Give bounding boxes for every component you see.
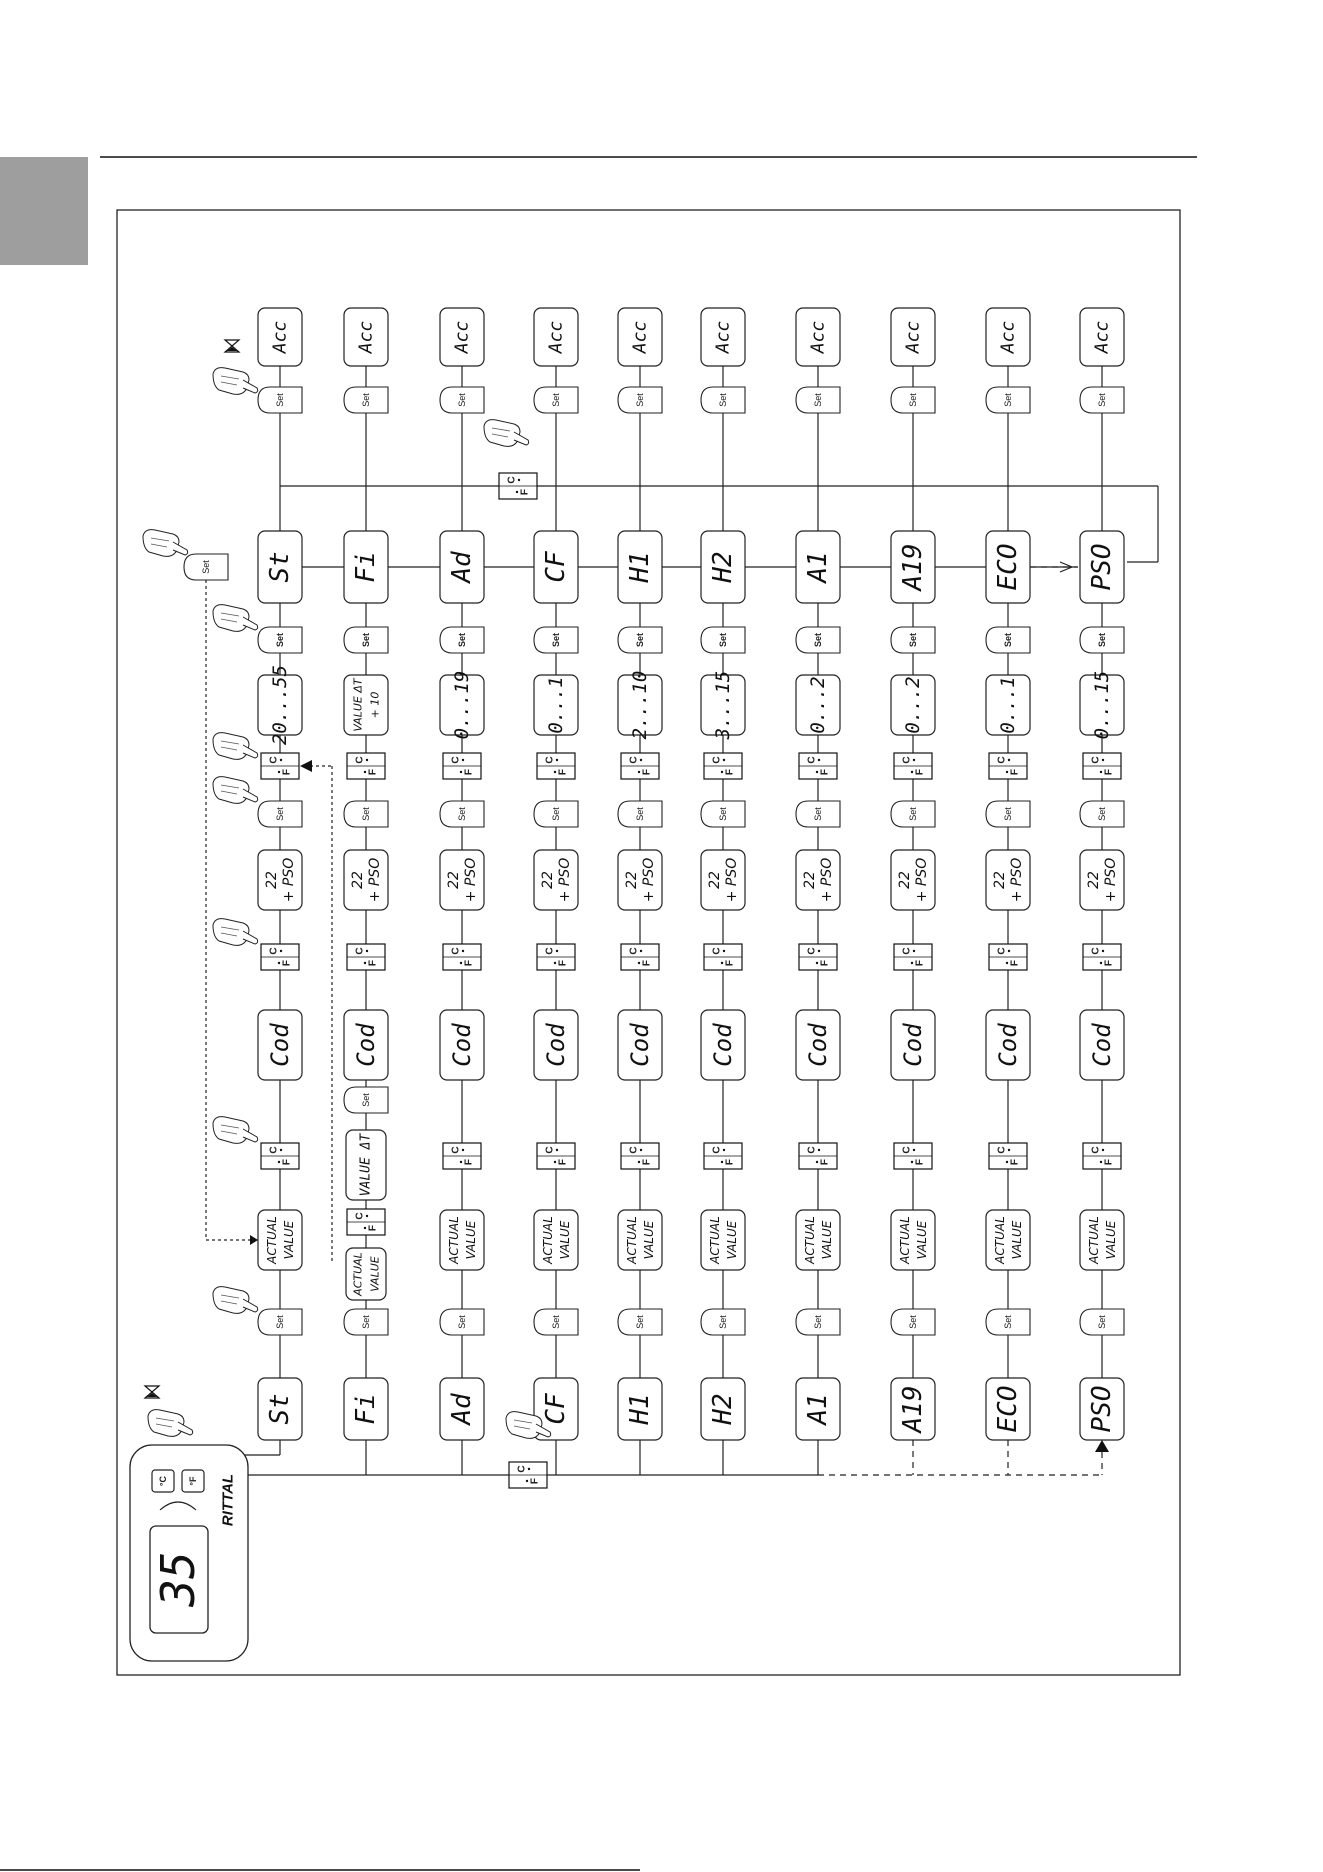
col-a1-set-enter-label: Set xyxy=(813,632,823,648)
col-h2-cf-key-1-dot xyxy=(721,771,723,773)
col-cf-cf-key-1-dot xyxy=(556,759,558,761)
col-st-cf-key-2-dot xyxy=(280,950,282,952)
device-key-c-label: °C xyxy=(158,1475,168,1487)
col-fi-cod-display-text: Cod xyxy=(352,1023,380,1067)
hand-icon-cf-top xyxy=(484,420,529,447)
col-a1-cod-display-text: Cod xyxy=(804,1023,832,1067)
col-a1-cf-key-1-dot xyxy=(818,759,820,761)
col-a1-cf-key-2-f-letter: F xyxy=(819,959,831,967)
col-fi-range-display-text-1: VALUE ΔT xyxy=(351,678,365,732)
col-h2-acc-display-text: Acc xyxy=(712,320,734,354)
top-cf-key-dot xyxy=(516,491,518,493)
col-fi-cf-key-1-dot xyxy=(364,771,366,773)
col-h1-code-display-text: H1 xyxy=(625,551,655,583)
col-h1-password-display-text-1: 22 xyxy=(624,871,640,889)
col-st-set-entry-label: Set xyxy=(275,1315,285,1329)
top-cf-key-dot xyxy=(518,479,520,481)
col-st-acc-display-text: Acc xyxy=(269,320,291,354)
col-ad-set-entry-label: Set xyxy=(457,1315,467,1329)
col-eco-cf-key-2-dot xyxy=(1006,962,1008,964)
arrow-to-cf xyxy=(300,760,312,772)
col-h2-password-display-text-2: + PSO xyxy=(724,857,740,903)
device-display-value: 35 xyxy=(151,1551,205,1607)
col-st-cf-key-2-f-letter: F xyxy=(281,959,293,967)
col-pso-set-confirm-label: Set xyxy=(1097,807,1107,821)
col-h1-set-confirm-label: Set xyxy=(635,807,645,821)
col-a19-password-display-text-2: + PSO xyxy=(914,857,930,903)
col-a1-cf-key-3-dot xyxy=(816,1161,818,1163)
col-a19-cod-display-text: Cod xyxy=(899,1023,927,1067)
section-tab xyxy=(0,157,88,265)
col-ad-cf-key-3-dot xyxy=(462,1149,464,1151)
col-h1-set-entry-label: Set xyxy=(635,1315,645,1329)
col-ad-actual-display-text-2: VALUE xyxy=(464,1220,478,1260)
col-h2-set-confirm-label: Set xyxy=(718,807,728,821)
col-ad-password-display-text-2: + PSO xyxy=(463,857,479,903)
bottom-cf-key-c-letter: C xyxy=(516,1465,528,1473)
col-h2-set-enter-label: Set xyxy=(718,632,728,648)
col-a19-cf-key-2-dot xyxy=(911,962,913,964)
col-eco-set-accept-label: Set xyxy=(1003,393,1013,407)
hand-icon-actual xyxy=(213,1287,258,1314)
col-a1-cf-key-3-f-letter: F xyxy=(819,1158,831,1166)
col-eco-cod-display-text: Cod xyxy=(994,1023,1022,1067)
col-fi-cf-key-3-dot xyxy=(364,1227,366,1229)
col-st-set-enter-label: Set xyxy=(275,632,285,648)
col-h1-cf-key-1-dot xyxy=(640,759,642,761)
col-cf-set-enter-label: Set xyxy=(551,632,561,648)
col-a1-code-display-text: A1 xyxy=(803,551,833,583)
col-fi-range-display-text-2: + 10 xyxy=(368,691,382,719)
col-h1-cf-key-2-dot xyxy=(638,962,640,964)
col-eco-set-confirm-label: Set xyxy=(1003,807,1013,821)
col-ad-entry-display-text: Ad xyxy=(447,1393,477,1425)
col-pso-actual-display-text-1: ACTUAL xyxy=(1087,1216,1101,1264)
col-h2-actual-display-text-2: VALUE xyxy=(725,1220,739,1260)
col-eco-cf-key-3-c-letter: C xyxy=(996,1146,1008,1154)
col-a1-cf-key-2-c-letter: C xyxy=(806,947,818,955)
col-pso-range-display-text: 0...15 xyxy=(1091,670,1113,740)
col-pso-password-display-text-1: 22 xyxy=(1086,871,1102,889)
col-fi-cf-key-1-f-letter: F xyxy=(367,768,379,776)
col-pso-cod-display-text: Cod xyxy=(1088,1023,1116,1067)
col-eco-actual-display-text-2: VALUE xyxy=(1010,1220,1024,1260)
col-h2-cf-key-2-c-letter: C xyxy=(711,947,723,955)
col-cf-cf-key-3-c-letter: C xyxy=(544,1146,556,1154)
col-fi-set-enter-label: Set xyxy=(361,632,371,648)
col-fi-cf-key-3-c-letter: C xyxy=(354,1212,366,1220)
col-st-cf-key-3-f-letter: F xyxy=(281,1158,293,1166)
col-a19-acc-display-text: Acc xyxy=(902,320,924,354)
col-a1-set-accept-label: Set xyxy=(813,393,823,407)
col-h1-cf-key-2-f-letter: F xyxy=(641,959,653,967)
col-pso-entry-display-text: PSO xyxy=(1087,1385,1117,1433)
col-h2-actual-display-text-1: ACTUAL xyxy=(708,1216,722,1264)
col-h1-cf-key-3-c-letter: C xyxy=(628,1146,640,1154)
col-h1-set-accept-label: Set xyxy=(635,393,645,407)
col-pso-cf-key-1-dot xyxy=(1102,759,1104,761)
col-a19-cf-key-1-dot xyxy=(913,759,915,761)
col-a19-cf-key-2-c-letter: C xyxy=(901,947,913,955)
col-a1-set-confirm-label: Set xyxy=(813,807,823,821)
hourglass-icon-device xyxy=(145,1386,159,1398)
col-a19-cf-key-1-f-letter: F xyxy=(914,768,926,776)
col-ad-cf-key-1-dot xyxy=(462,759,464,761)
col-a1-acc-display-text: Acc xyxy=(807,320,829,354)
bottom-cf-key-dot xyxy=(528,1468,530,1470)
hand-icon-range xyxy=(213,733,258,760)
col-h2-password-display-text-1: 22 xyxy=(707,871,723,889)
col-a19-cf-key-3-dot xyxy=(911,1161,913,1163)
col-a1-cf-key-2-dot xyxy=(818,950,820,952)
col-cf-set-entry-label: Set xyxy=(551,1315,561,1329)
col-h2-cf-key-3-f-letter: F xyxy=(724,1158,736,1166)
start-set-button-label: Set xyxy=(201,560,211,574)
col-pso-password-display-text-2: + PSO xyxy=(1103,857,1119,903)
col-a19-password-display-text-1: 22 xyxy=(897,871,913,889)
col-h1-password-display-text-2: + PSO xyxy=(641,857,657,903)
col-fi-set-accept-label: Set xyxy=(361,393,371,407)
col-h2-cf-key-3-dot xyxy=(721,1161,723,1163)
col-ad-acc-display-text: Acc xyxy=(451,320,473,354)
col-cf-acc-display-text: Acc xyxy=(545,320,567,354)
col-fi-password-display-text-2: + PSO xyxy=(367,857,383,903)
col-a1-actual-display-text-1: ACTUAL xyxy=(803,1216,817,1264)
col-st-cf-key-3-c-letter: C xyxy=(268,1146,280,1154)
col-h2-set-accept-label: Set xyxy=(718,393,728,407)
col-st-entry-display-text: St xyxy=(265,1393,295,1425)
col-st-cf-key-2-c-letter: C xyxy=(268,947,280,955)
col-eco-cf-key-1-dot xyxy=(1006,771,1008,773)
arrow-up-to-pso xyxy=(1095,1440,1109,1452)
col-a19-code-display-text: A19 xyxy=(898,543,928,591)
col-fi-cf-key-1-c-letter: C xyxy=(354,756,366,764)
col-fi-cf-key-3-f-letter: F xyxy=(367,1224,379,1232)
col-ad-cf-key-2-c-letter: C xyxy=(450,947,462,955)
col-pso-cf-key-3-c-letter: C xyxy=(1090,1146,1102,1154)
col-a19-cf-key-2-dot xyxy=(913,950,915,952)
col-pso-set-enter-label: Set xyxy=(1097,632,1107,648)
col-st-cf-key-1-c-letter: C xyxy=(268,756,280,764)
col-cf-entry-display-text: CF xyxy=(541,1393,571,1425)
col-ad-range-display-text: 0...19 xyxy=(451,670,473,740)
col-eco-set-entry-label: Set xyxy=(1003,1315,1013,1329)
col-cf-password-display-text-1: 22 xyxy=(540,871,556,889)
col-cf-cod-display-text: Cod xyxy=(542,1023,570,1067)
col-a1-range-display-text: 0...2 xyxy=(807,676,829,734)
col-pso-actual-display-text-2: VALUE xyxy=(1104,1220,1118,1260)
col-a1-cf-key-1-dot xyxy=(816,771,818,773)
col-cf-cf-key-2-dot xyxy=(554,962,556,964)
col-cf-cf-key-3-dot xyxy=(554,1161,556,1163)
col-st-cf-key-1-dot xyxy=(278,771,280,773)
col-a19-actual-display-text-2: VALUE xyxy=(915,1220,929,1260)
arrow-to-actual xyxy=(250,1235,258,1245)
col-pso-cf-key-3-dot xyxy=(1102,1149,1104,1151)
col-eco-cf-key-2-dot xyxy=(1008,950,1010,952)
col-cf-password-display-text-2: + PSO xyxy=(557,857,573,903)
col-h2-cf-key-1-dot xyxy=(723,759,725,761)
col-h1-cf-key-1-f-letter: F xyxy=(641,768,653,776)
col-cf-cf-key-1-c-letter: C xyxy=(544,756,556,764)
col-a19-cf-key-2-f-letter: F xyxy=(914,959,926,967)
col-ad-code-display-text: Ad xyxy=(447,551,477,583)
col-eco-entry-display-text: ECO xyxy=(993,1385,1023,1433)
hand-icon-cod xyxy=(213,1117,258,1144)
col-a1-cf-key-1-f-letter: F xyxy=(819,768,831,776)
col-eco-cf-key-2-c-letter: C xyxy=(996,947,1008,955)
col-a1-entry-display-text: A1 xyxy=(803,1393,833,1425)
col-pso-cf-key-2-dot xyxy=(1102,950,1104,952)
col-fi-cf-key-1-dot xyxy=(366,759,368,761)
col-eco-code-display-text: ECO xyxy=(993,543,1023,591)
col-a19-set-accept-label: Set xyxy=(908,393,918,407)
col-eco-cf-key-3-f-letter: F xyxy=(1009,1158,1021,1166)
col-h1-actual-display-text-2: VALUE xyxy=(642,1220,656,1260)
col-h1-cf-key-3-dot xyxy=(640,1149,642,1151)
col-a1-cf-key-2-dot xyxy=(816,962,818,964)
col-st-actual-display-text-2: VALUE xyxy=(282,1220,296,1260)
col-ad-cf-key-1-dot xyxy=(460,771,462,773)
col-pso-code-display-text: PSO xyxy=(1087,543,1117,591)
col-h1-entry-display-text: H1 xyxy=(625,1393,655,1425)
col-fi-actual-display-text-1: ACTUAL xyxy=(351,1252,365,1296)
col-eco-cf-key-2-f-letter: F xyxy=(1009,959,1021,967)
col-cf-actual-display-text-1: ACTUAL xyxy=(541,1216,555,1264)
col-st-password-display-text-2: + PSO xyxy=(281,857,297,903)
col-eco-cf-key-1-f-letter: F xyxy=(1009,768,1021,776)
col-h2-cod-display-text: Cod xyxy=(709,1023,737,1067)
col-st-cf-key-3-dot xyxy=(278,1161,280,1163)
col-h2-cf-key-2-dot xyxy=(723,950,725,952)
col-ad-actual-display-text-1: ACTUAL xyxy=(447,1216,461,1264)
device-key-f-label: °F xyxy=(188,1476,198,1486)
col-cf-cf-key-2-c-letter: C xyxy=(544,947,556,955)
col-a19-range-display-text: 0...2 xyxy=(902,676,924,734)
col-pso-cf-key-1-c-letter: C xyxy=(1090,756,1102,764)
col-h2-code-display-text: H2 xyxy=(708,551,738,583)
col-h1-cf-key-3-f-letter: F xyxy=(641,1158,653,1166)
col-ad-set-accept-label: Set xyxy=(457,393,467,407)
col-st-password-display-text-1: 22 xyxy=(264,871,280,889)
col-a19-cf-key-1-dot xyxy=(911,771,913,773)
hourglass-icon-top xyxy=(225,340,239,352)
col-st-cf-key-1-f-letter: F xyxy=(281,768,293,776)
col-a19-cf-key-3-c-letter: C xyxy=(901,1146,913,1154)
col-pso-cf-key-2-dot xyxy=(1100,962,1102,964)
col-ad-cf-key-2-dot xyxy=(462,950,464,952)
col-eco-set-enter-label: Set xyxy=(1003,632,1013,648)
col-pso-cf-key-3-f-letter: F xyxy=(1103,1158,1115,1166)
col-eco-cf-key-3-dot xyxy=(1008,1149,1010,1151)
col-fi-cf-key-3-dot xyxy=(366,1215,368,1217)
col-h1-cod-display-text: Cod xyxy=(626,1023,654,1067)
col-st-code-display-text: St xyxy=(265,551,295,583)
col-pso-cf-key-2-c-letter: C xyxy=(1090,947,1102,955)
hand-icon-confirm xyxy=(213,777,258,804)
col-a1-cf-key-3-c-letter: C xyxy=(806,1146,818,1154)
col-st-range-display-text: 20...55 xyxy=(269,664,291,746)
col-eco-actual-display-text-1: ACTUAL xyxy=(993,1216,1007,1264)
col-a19-set-confirm-label: Set xyxy=(908,807,918,821)
col-fi-acc-display-text: Acc xyxy=(355,320,377,354)
col-fi-entry-display-text: Fi xyxy=(351,1393,381,1425)
col-ad-cf-key-3-c-letter: C xyxy=(450,1146,462,1154)
col-ad-set-confirm-label: Set xyxy=(457,807,467,821)
col-h2-entry-display-text: H2 xyxy=(708,1393,738,1425)
col-cf-cf-key-2-dot xyxy=(556,950,558,952)
col-eco-cf-key-3-dot xyxy=(1006,1161,1008,1163)
col-h2-cf-key-1-f-letter: F xyxy=(724,768,736,776)
device-brand-label: RITTAL xyxy=(219,1473,237,1527)
col-h2-set-entry-label: Set xyxy=(718,1315,728,1329)
col-cf-code-display-text: CF xyxy=(541,551,571,583)
col-eco-acc-display-text: Acc xyxy=(997,320,1019,354)
col-fi-cf-key-2-c-letter: C xyxy=(354,947,366,955)
hand-icon-enter xyxy=(213,605,258,632)
col-h1-range-display-text: 2...10 xyxy=(629,670,651,740)
col-pso-cf-key-1-f-letter: F xyxy=(1103,768,1115,776)
col-ad-cf-key-3-dot xyxy=(460,1161,462,1163)
col-st-set-confirm-label: Set xyxy=(275,807,285,821)
col-h1-cf-key-3-dot xyxy=(638,1161,640,1163)
top-cf-key-c-letter: C xyxy=(506,476,518,484)
col-eco-cf-key-1-dot xyxy=(1008,759,1010,761)
col-fi-set-confirm-label: Set xyxy=(361,807,371,821)
bottom-cf-key-dot xyxy=(526,1480,528,1482)
bottom-cf-key-f-letter: F xyxy=(529,1477,541,1485)
col-h1-set-enter-label: Set xyxy=(635,632,645,648)
col-ad-cf-key-1-f-letter: F xyxy=(463,768,475,776)
col-cf-cf-key-2-f-letter: F xyxy=(557,959,569,967)
col-h1-cf-key-1-c-letter: C xyxy=(628,756,640,764)
col-a19-set-entry-label: Set xyxy=(908,1315,918,1329)
col-pso-cf-key-1-dot xyxy=(1100,771,1102,773)
col-ad-set-enter-label: Set xyxy=(457,632,467,648)
col-fi-actual-display-text-2: VALUE xyxy=(368,1256,382,1292)
col-h2-range-display-text: 3...15 xyxy=(712,670,734,740)
col-h2-cf-key-1-c-letter: C xyxy=(711,756,723,764)
col-h2-cf-key-3-c-letter: C xyxy=(711,1146,723,1154)
hand-icon-device xyxy=(148,1410,193,1437)
col-h1-acc-display-text: Acc xyxy=(629,320,651,354)
col-st-cod-display-text: Cod xyxy=(266,1023,294,1067)
col-a19-cf-key-3-dot xyxy=(913,1149,915,1151)
hand-icon-password xyxy=(213,919,258,946)
col-a1-set-entry-label: Set xyxy=(813,1315,823,1329)
col-ad-password-display-text-1: 22 xyxy=(446,871,462,889)
col-fi-code-display-text: Fi xyxy=(351,551,381,583)
rittal-controller xyxy=(130,1445,248,1661)
col-ad-cod-display-text: Cod xyxy=(448,1023,476,1067)
col-a1-cf-key-3-dot xyxy=(818,1149,820,1151)
col-fi-password-display-text-1: 22 xyxy=(350,871,366,889)
col-pso-set-accept-label: Set xyxy=(1097,393,1107,407)
col-pso-set-entry-label: Set xyxy=(1097,1315,1107,1329)
col-fi-cf-key-2-dot xyxy=(366,950,368,952)
col-a1-password-display-text-2: + PSO xyxy=(819,857,835,903)
col-a1-password-display-text-1: 22 xyxy=(802,871,818,889)
col-st-actual-display-text-1: ACTUAL xyxy=(265,1216,279,1264)
col-a19-cf-key-1-c-letter: C xyxy=(901,756,913,764)
col-pso-cf-key-2-f-letter: F xyxy=(1103,959,1115,967)
col-fi-set-extra-label: Set xyxy=(361,1093,371,1107)
hand-icon-start xyxy=(143,530,188,557)
col-eco-password-display-text-1: 22 xyxy=(992,871,1008,889)
hand-icon-accept xyxy=(213,368,258,395)
col-st-cf-key-2-dot xyxy=(278,962,280,964)
col-h1-cf-key-1-dot xyxy=(638,771,640,773)
col-h1-cf-key-2-c-letter: C xyxy=(628,947,640,955)
col-h2-cf-key-3-dot xyxy=(723,1149,725,1151)
top-cf-key-f-letter: F xyxy=(519,488,531,496)
col-a19-set-enter-label: Set xyxy=(908,632,918,648)
col-pso-acc-display-text: Acc xyxy=(1091,320,1113,354)
col-fi-valuedt-display-text: VALUE ΔT xyxy=(358,1133,374,1197)
col-fi-cf-key-2-dot xyxy=(364,962,366,964)
col-ad-cf-key-2-f-letter: F xyxy=(463,959,475,967)
col-pso-cf-key-3-dot xyxy=(1100,1161,1102,1163)
col-cf-cf-key-3-f-letter: F xyxy=(557,1158,569,1166)
col-h2-cf-key-2-f-letter: F xyxy=(724,959,736,967)
col-fi-set-entry-label: Set xyxy=(361,1315,371,1329)
col-a19-actual-display-text-1: ACTUAL xyxy=(898,1216,912,1264)
diagram-nodes xyxy=(143,308,1124,1488)
col-ad-cf-key-2-dot xyxy=(460,962,462,964)
col-h1-actual-display-text-1: ACTUAL xyxy=(625,1216,639,1264)
col-cf-set-accept-label: Set xyxy=(551,393,561,407)
col-h1-cf-key-2-dot xyxy=(640,950,642,952)
col-cf-cf-key-1-f-letter: F xyxy=(557,768,569,776)
col-cf-set-confirm-label: Set xyxy=(551,807,561,821)
col-a1-actual-display-text-2: VALUE xyxy=(820,1220,834,1260)
col-eco-password-display-text-2: + PSO xyxy=(1009,857,1025,903)
col-eco-range-display-text: 0...1 xyxy=(997,676,1019,734)
col-ad-cf-key-3-f-letter: F xyxy=(463,1158,475,1166)
col-st-cf-key-3-dot xyxy=(280,1149,282,1151)
col-cf-range-display-text: 0...1 xyxy=(545,676,567,734)
col-a1-cf-key-1-c-letter: C xyxy=(806,756,818,764)
col-cf-actual-display-text-2: VALUE xyxy=(558,1220,572,1260)
col-st-set-accept-label: Set xyxy=(275,393,285,407)
col-ad-cf-key-1-c-letter: C xyxy=(450,756,462,764)
col-cf-cf-key-3-dot xyxy=(556,1149,558,1151)
col-st-cf-key-1-dot xyxy=(280,759,282,761)
col-h2-cf-key-2-dot xyxy=(721,962,723,964)
col-a19-entry-display-text: A19 xyxy=(898,1385,928,1433)
col-a19-cf-key-3-f-letter: F xyxy=(914,1158,926,1166)
col-cf-cf-key-1-dot xyxy=(554,771,556,773)
col-eco-cf-key-1-c-letter: C xyxy=(996,756,1008,764)
col-fi-cf-key-2-f-letter: F xyxy=(367,959,379,967)
